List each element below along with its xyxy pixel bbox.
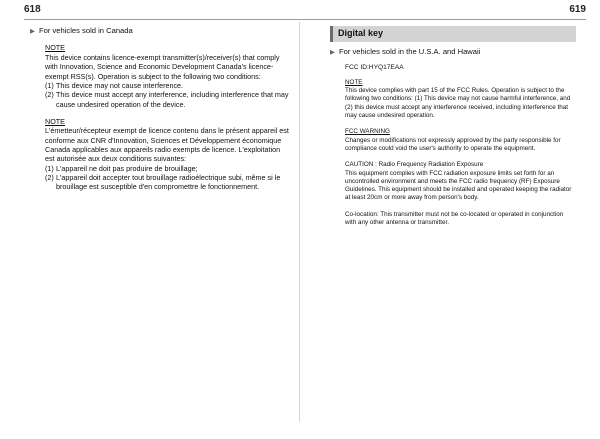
list-item: (2) This device must accept any interference, including interference that may cause undesired operation of the device. (45, 90, 289, 109)
center-divider (299, 22, 300, 422)
page-number-left: 618 (24, 4, 41, 15)
list-item: (1) L'appareil ne doit pas produire de brouillage; (45, 163, 198, 173)
list-item: (1) This device may not cause interference. (45, 80, 184, 90)
canada-bullet-label: For vehicles sold in Canada (39, 26, 133, 35)
section-title: Digital key (330, 26, 576, 42)
note-heading-fr: NOTE (45, 116, 65, 126)
bullet-triangle-icon: ▶ (330, 48, 335, 56)
left-column (30, 26, 290, 192)
header-rule (24, 19, 586, 20)
fcc-warning-heading: FCC WARNING (345, 128, 390, 136)
fcc-note-heading: NOTE (345, 78, 363, 86)
right-column (330, 26, 576, 227)
conditions-list-en (45, 81, 290, 109)
caution-body: This equipment complies with FCC radiation exposure limits set forth for an uncontrolled environment and meets the FCC radio frequency (RF) Exposure Guidelines. This equipment should be installed and operated keeping the radiator at least 20cm or more away from person's body. (345, 169, 572, 202)
list-item: (2) L'appareil doit accepter tout brouillage radioélectrique subi, même si le brouillage est susceptible d'en compromettre le fonctionnement. (45, 173, 281, 192)
fcc-id: FCC ID:HYQ17EAA (345, 64, 404, 72)
fcc-note-body: This device complies with part 15 of the FCC Rules. Operation is subject to the following two conditions: (1) This device may not cause harmful interference, and (2) this device must accept any interference received, including interference that may cause undesired operation. (345, 87, 571, 120)
usa-bullet (330, 47, 576, 57)
caution-heading: CAUTION : Radio Frequency Radiation Exposure (345, 161, 484, 169)
fcc-warning-body: Changes or modifications not expressly approved by the party responsible for compliance could void the user's authority to operate the equipment. (345, 136, 561, 152)
note-body-fr: L'émetteur/récepteur exempt de licence contenu dans le présent appareil est conforme aux CNR d'Innovation, Sciences et Développement économique Canada applicables aux appareils radio exempts de licence. L'exploitation est autorisée aux deux conditions suivantes: (45, 126, 289, 164)
bullet-triangle-icon: ▶ (30, 28, 35, 35)
note-body-en: This device contains licence-exempt transmitter(s)/receiver(s) that comply with Innovation, Science and Economic Development Canada's licence-exempt RSS(s). Operation is subject to the following two conditions: (45, 52, 280, 81)
canada-bullet (30, 26, 290, 36)
usa-bullet-label: For vehicles sold in the U.S.A. and Hawaii (339, 46, 481, 56)
canada-notes (30, 43, 290, 191)
note-heading-en: NOTE (45, 43, 65, 53)
page-number-right: 619 (569, 4, 586, 15)
conditions-list-fr (45, 164, 290, 192)
fcc-notes (330, 64, 576, 227)
colocation-text: Co-location: This transmitter must not be co-located or operated in conjunction with any other antenna or transmitter. (345, 210, 564, 226)
